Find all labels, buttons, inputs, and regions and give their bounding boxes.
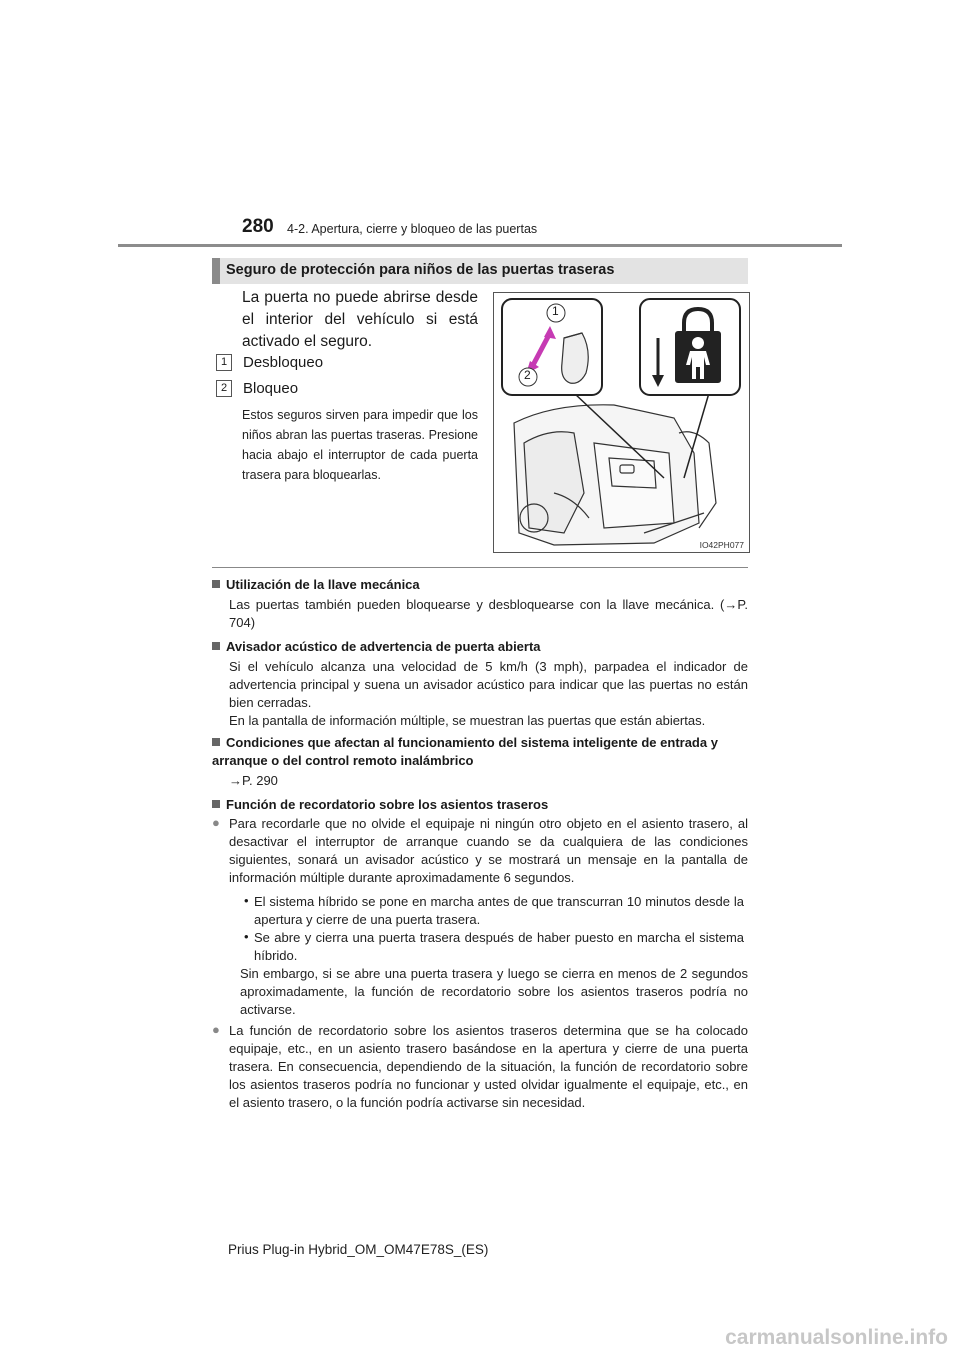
section-title: Seguro de protección para niños de las puertas traseras (226, 262, 615, 278)
subsection-body: →P. 290 (229, 773, 278, 788)
subsection-heading: Avisador acústico de advertencia de puerta abierta (212, 638, 748, 656)
condition-item: El sistema híbrido se pone en marcha antes de que transcurran 10 minutos desde la apertura y cierre de una puerta trasera. (254, 894, 744, 927)
header-rule (118, 244, 842, 247)
item-number: 1 (216, 354, 232, 371)
item-label: Bloqueo (243, 380, 299, 397)
square-bullet-icon (212, 580, 220, 588)
square-bullet-icon (212, 800, 220, 808)
subsection-heading: Utilización de la llave mecánica (212, 576, 748, 594)
door-illustration (494, 293, 749, 552)
intro-text: La puerta no puede abrirse desde el interior del vehículo si está activado el seguro. (242, 289, 478, 350)
caveat-text: Sin embargo, si se abre una puerta trasera y luego se cierra en menos de 2 segundos aproximadamente, la función de recordatorio sobre los asientos traseros podría no activarse. (240, 966, 748, 1017)
subsection-body: Si el vehículo alcanza una velocidad de 5 km/h (3 mph), parpadea el indicador de advertencia principal y suena un avisador acústico para indicar que las puertas no están bien cerradas. (229, 659, 748, 710)
bullet-text: Para recordarle que no olvide el equipaje ni ningún otro objeto en el asiento trasero, al desactivar el interruptor de arranque cuando se da cualquiera de las condiciones siguientes, sonará un avisador acústico y se mostrará un mensaje en la pantalla de información múltiple durante aproximadamente 6 segundos. (229, 816, 748, 885)
figure-code: IO42PH077 (699, 540, 744, 550)
item-lock (216, 380, 298, 397)
lock-note: Estos seguros sirven para impedir que los niños abran las puertas traseras. Presione hacia abajo el interruptor de cada puerta trasera para bloquearlas. (242, 408, 478, 482)
subsection-heading: Función de recordatorio sobre los asientos traseros (212, 796, 748, 814)
subsection-body: Las puertas también pueden bloquearse y desbloquearse con la llave mecánica. (→P. 704) (229, 597, 748, 630)
callout-number: 2 (524, 368, 531, 382)
square-bullet-icon (212, 738, 220, 746)
item-label: Desbloqueo (243, 354, 324, 371)
child-lock-figure (493, 292, 750, 553)
subsection-body: En la pantalla de información múltiple, se muestran las puertas que están abiertas. (229, 713, 706, 728)
callout-number: 1 (552, 304, 559, 318)
footer-model: Prius Plug-in Hybrid_OM_OM47E78S_(ES) (228, 1242, 489, 1257)
bullet-text: La función de recordatorio sobre los asientos traseros determina que se ha colocado equipaje, etc., en un asiento trasero basándose en la apertura y cierre de una puerta trasera. En consecuencia, dependiendo de la situación, la función de recordatorio sobre los asientos traseros podría no funcionar y usted olvidar igualmente el equipaje, etc., en el asiento trasero, o la función podría activarse sin necesidad. (229, 1023, 748, 1110)
dot-bullet-icon: • (244, 893, 249, 908)
subsection-heading: Condiciones que afectan al funcionamiento del sistema inteligente de entrada y arranque o del control remoto inalámbrico (212, 735, 718, 768)
section-divider (212, 567, 748, 568)
condition-item: Se abre y cierra una puerta trasera después de haber puesto en marcha el sistema híbrido. (254, 930, 744, 963)
dot-bullet-icon: • (244, 929, 249, 944)
circle-bullet-icon: ● (212, 815, 220, 830)
item-unlock (216, 354, 323, 371)
item-number: 2 (216, 380, 232, 397)
watermark: carmanualsonline.info (725, 1326, 948, 1349)
circle-bullet-icon: ● (212, 1022, 220, 1037)
section-heading-bar (212, 258, 220, 284)
page-number: 280 (242, 216, 274, 237)
chapter-title: 4-2. Apertura, cierre y bloqueo de las puertas (287, 222, 538, 236)
square-bullet-icon (212, 642, 220, 650)
section-heading (212, 258, 748, 284)
